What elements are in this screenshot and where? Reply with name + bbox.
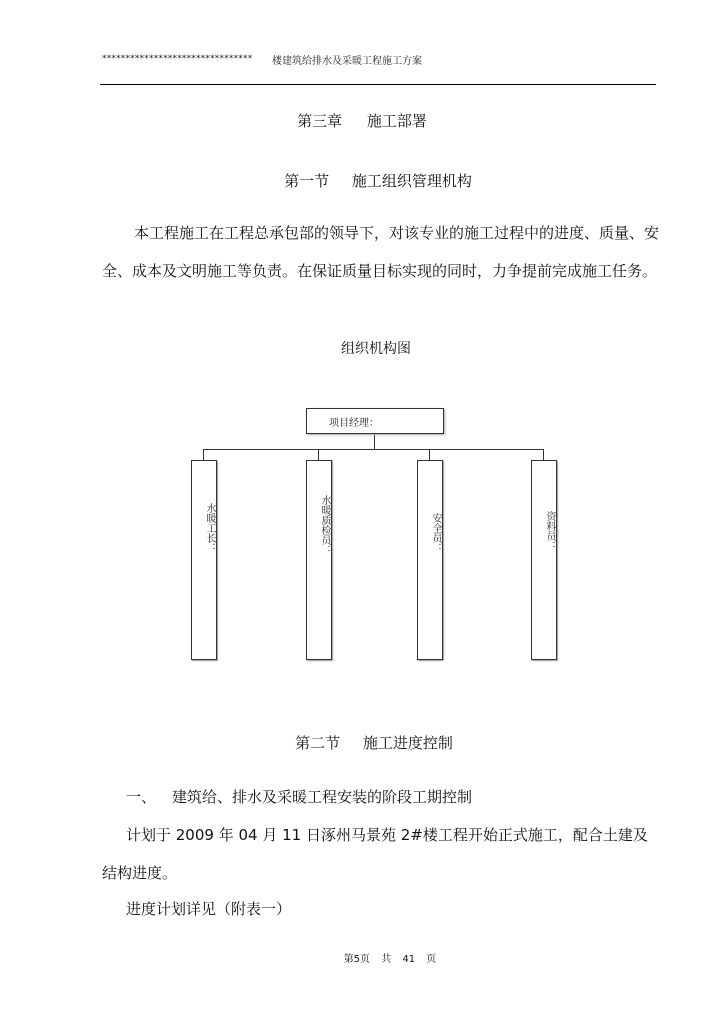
- org-node-project-manager: [306, 408, 444, 434]
- org-chart-trunk-line: [374, 434, 375, 450]
- paragraph-schedule: 计划于 2009 年 04 月 11 日涿州马景苑 2#楼工程开始正式施工，配合土建及结构进度。: [102, 826, 648, 882]
- list-item-1: [126, 786, 472, 807]
- org-node-plumbing-foreman: [191, 460, 217, 660]
- list-item-number: 一、: [126, 788, 157, 806]
- org-node-label: 资料员：: [544, 511, 555, 551]
- org-node-safety-officer: [417, 460, 443, 660]
- header-title: 楼建筑给排水及采暖工程施工方案: [272, 56, 422, 67]
- header-divider: [100, 84, 656, 85]
- org-chart-caption: 组织机构图: [341, 341, 411, 357]
- org-chart-horizontal-line: [203, 449, 544, 450]
- header-stars: ********************************: [102, 54, 253, 64]
- org-node-label: 安全员：: [430, 513, 441, 553]
- section-title-2: 第二节 施工进度控制: [295, 734, 453, 752]
- paragraph-organization: 本工程施工在工程总承包部的领导下，对该专业的施工过程中的进度、质量、安全、成本及文明施工等负责。在保证质量目标实现的同时，力争提前完成施工任务。: [102, 224, 660, 280]
- org-node-label: 项目经理：: [329, 418, 379, 429]
- org-node-plumbing-inspector: [306, 460, 332, 660]
- page-footer: 第5页 共 41 页: [343, 954, 437, 965]
- section-title-1: 第一节 施工组织管理机构: [284, 172, 472, 190]
- org-node-label: 水暖质检员：: [319, 495, 330, 555]
- list-item-text: 建筑给、排水及采暖工程安装的阶段工期控制: [172, 788, 473, 806]
- paragraph-schedule-reference: 进度计划详见（附表一）: [126, 900, 292, 918]
- chapter-title: 第三章 施工部署: [297, 112, 427, 130]
- org-node-label: 水暖工长：: [204, 503, 215, 553]
- org-node-document-clerk: [531, 460, 557, 660]
